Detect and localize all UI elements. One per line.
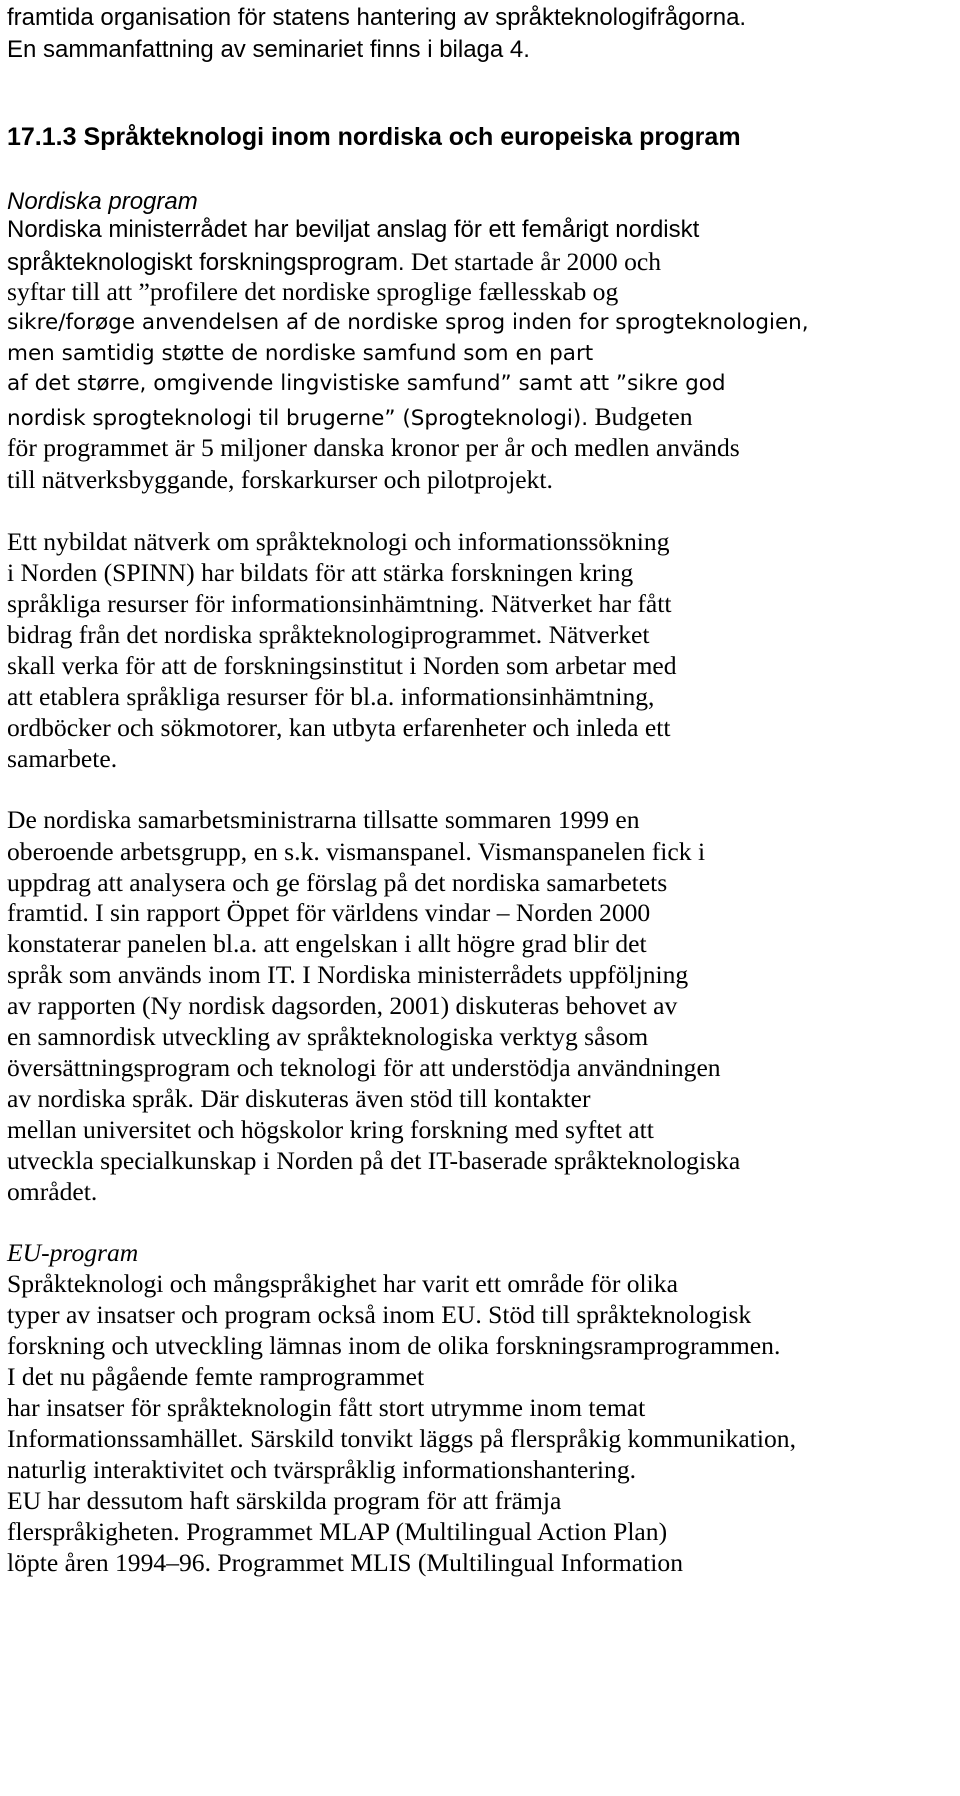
nordic-p3-line: konstaterar panelen bl.a. att engelskan i allt högre grad blir det	[7, 929, 647, 958]
nordic-subheading: Nordiska program	[7, 188, 198, 215]
nordic-p3-line: översättningsprogram och teknologi för att understödja användningen	[7, 1053, 721, 1082]
nordic-p1-line: men samtidig støtte de nordiske samfund som en part	[7, 341, 594, 366]
nordic-p1-line-part: nordisk sprogteknologi til brugerne” (Sprogteknologi).	[7, 406, 589, 431]
eu-p1-line: Språkteknologi och mångspråkighet har varit ett område för olika	[7, 1269, 678, 1298]
nordic-p2-line: Ett nybildat nätverk om språkteknologi och informationssökning	[7, 527, 670, 556]
nordic-p3-line: mellan universitet och högskolor kring forskning med syftet att	[7, 1115, 654, 1144]
section-heading: 17.1.3 Språkteknologi inom nordiska och europeiska program	[7, 123, 741, 151]
nordic-p3-line: området.	[7, 1177, 98, 1206]
nordic-p2-line: i Norden (SPINN) har bildats för att stärka forskningen kring	[7, 558, 634, 587]
eu-p1-line: Informationssamhället. Särskild tonvikt läggs på flerspråkig kommunikation,	[7, 1424, 797, 1453]
nordic-p1-line: syftar till att ”profilere det nordiske sproglige fællesskab og	[7, 277, 619, 306]
nordic-p1-line-part: språkteknologiskt forskningsprogram.	[7, 249, 405, 276]
nordic-p3-line: av nordiska språk. Där diskuteras även stöd till kontakter	[7, 1084, 591, 1113]
nordic-p3-line: uppdrag att analysera och ge förslag på det nordiska samarbetets	[7, 868, 668, 897]
nordic-p2-line: språkliga resurser för informationsinhämtning. Nätverket har fått	[7, 589, 672, 618]
nordic-p1-line	[7, 247, 661, 277]
nordic-p2-line: ordböcker och sökmotorer, kan utbyta erfarenheter och inleda ett	[7, 713, 671, 742]
nordic-p3-line: utveckla specialkunskap i Norden på det IT-baserade språkteknologiska	[7, 1146, 741, 1175]
nordic-p2-line: att etablera språkliga resurser för bl.a. informationsinhämtning,	[7, 682, 655, 711]
nordic-p3-line: oberoende arbetsgrupp, en s.k. vismanspanel. Vismanspanelen fick i	[7, 837, 706, 866]
eu-p1-line: löpte åren 1994–96. Programmet MLIS (Multilingual Information	[7, 1548, 683, 1577]
nordic-p1-line-part: Det startade år 2000 och	[404, 247, 662, 276]
nordic-p3-line: språk som används inom IT. I Nordiska ministerrådets uppföljning	[7, 960, 689, 989]
intro-line-1: framtida organisation för statens hantering av språkteknologifrågorna.	[7, 4, 747, 31]
nordic-p2-line: skall verka för att de forskningsinstitut i Norden som arbetar med	[7, 651, 677, 680]
eu-subheading: EU-program	[7, 1238, 139, 1267]
eu-p1-line: typer av insatser och program också inom EU. Stöd till språkteknologisk	[7, 1300, 752, 1329]
nordic-p1-line: för programmet är 5 miljoner danska kronor per år och medlen används	[7, 433, 740, 462]
nordic-p3-line: De nordiska samarbetsministrarna tillsatte sommaren 1999 en	[7, 805, 640, 834]
nordic-p2-line: bidrag från det nordiska språkteknologiprogrammet. Nätverket	[7, 620, 650, 649]
nordic-p1-line: till nätverksbyggande, forskarkurser och pilotprojekt.	[7, 465, 553, 494]
nordic-p2-line: samarbete.	[7, 744, 118, 773]
eu-p1-line: I det nu pågående femte ramprogrammet	[7, 1362, 425, 1391]
nordic-p1-line-part: Budgeten	[588, 402, 693, 431]
intro-line-2: En sammanfattning av seminariet finns i bilaga 4.	[7, 36, 530, 63]
nordic-p1-line: sikre/forøge anvendelsen af de nordiske sprog inden for sprogteknologien,	[7, 310, 809, 335]
nordic-p1-line: Nordiska ministerrådet har beviljat anslag för ett femårigt nordiskt	[7, 216, 700, 243]
eu-p1-line: har insatser för språkteknologin fått stort utrymme inom temat	[7, 1393, 646, 1422]
eu-p1-line: EU har dessutom haft särskilda program för att främja	[7, 1486, 562, 1515]
eu-p1-line: flerspråkigheten. Programmet MLAP (Multilingual Action Plan)	[7, 1517, 668, 1546]
nordic-p3-line: av rapporten (Ny nordisk dagsorden, 2001) diskuteras behovet av	[7, 991, 678, 1020]
nordic-p3-line: en samnordisk utveckling av språkteknologiska verktyg såsom	[7, 1022, 649, 1051]
eu-p1-line: forskning och utveckling lämnas inom de olika forskningsramprogrammen.	[7, 1331, 781, 1360]
nordic-p1-line: af det større, omgivende lingvistiske samfund” samt att ”sikre god	[7, 371, 726, 396]
nordic-p1-line	[7, 402, 693, 432]
eu-p1-line: naturlig interaktivitet och tvärspråklig informationshantering.	[7, 1455, 637, 1484]
nordic-p3-line: framtid. I sin rapport Öppet för världens vindar – Norden 2000	[7, 898, 651, 927]
